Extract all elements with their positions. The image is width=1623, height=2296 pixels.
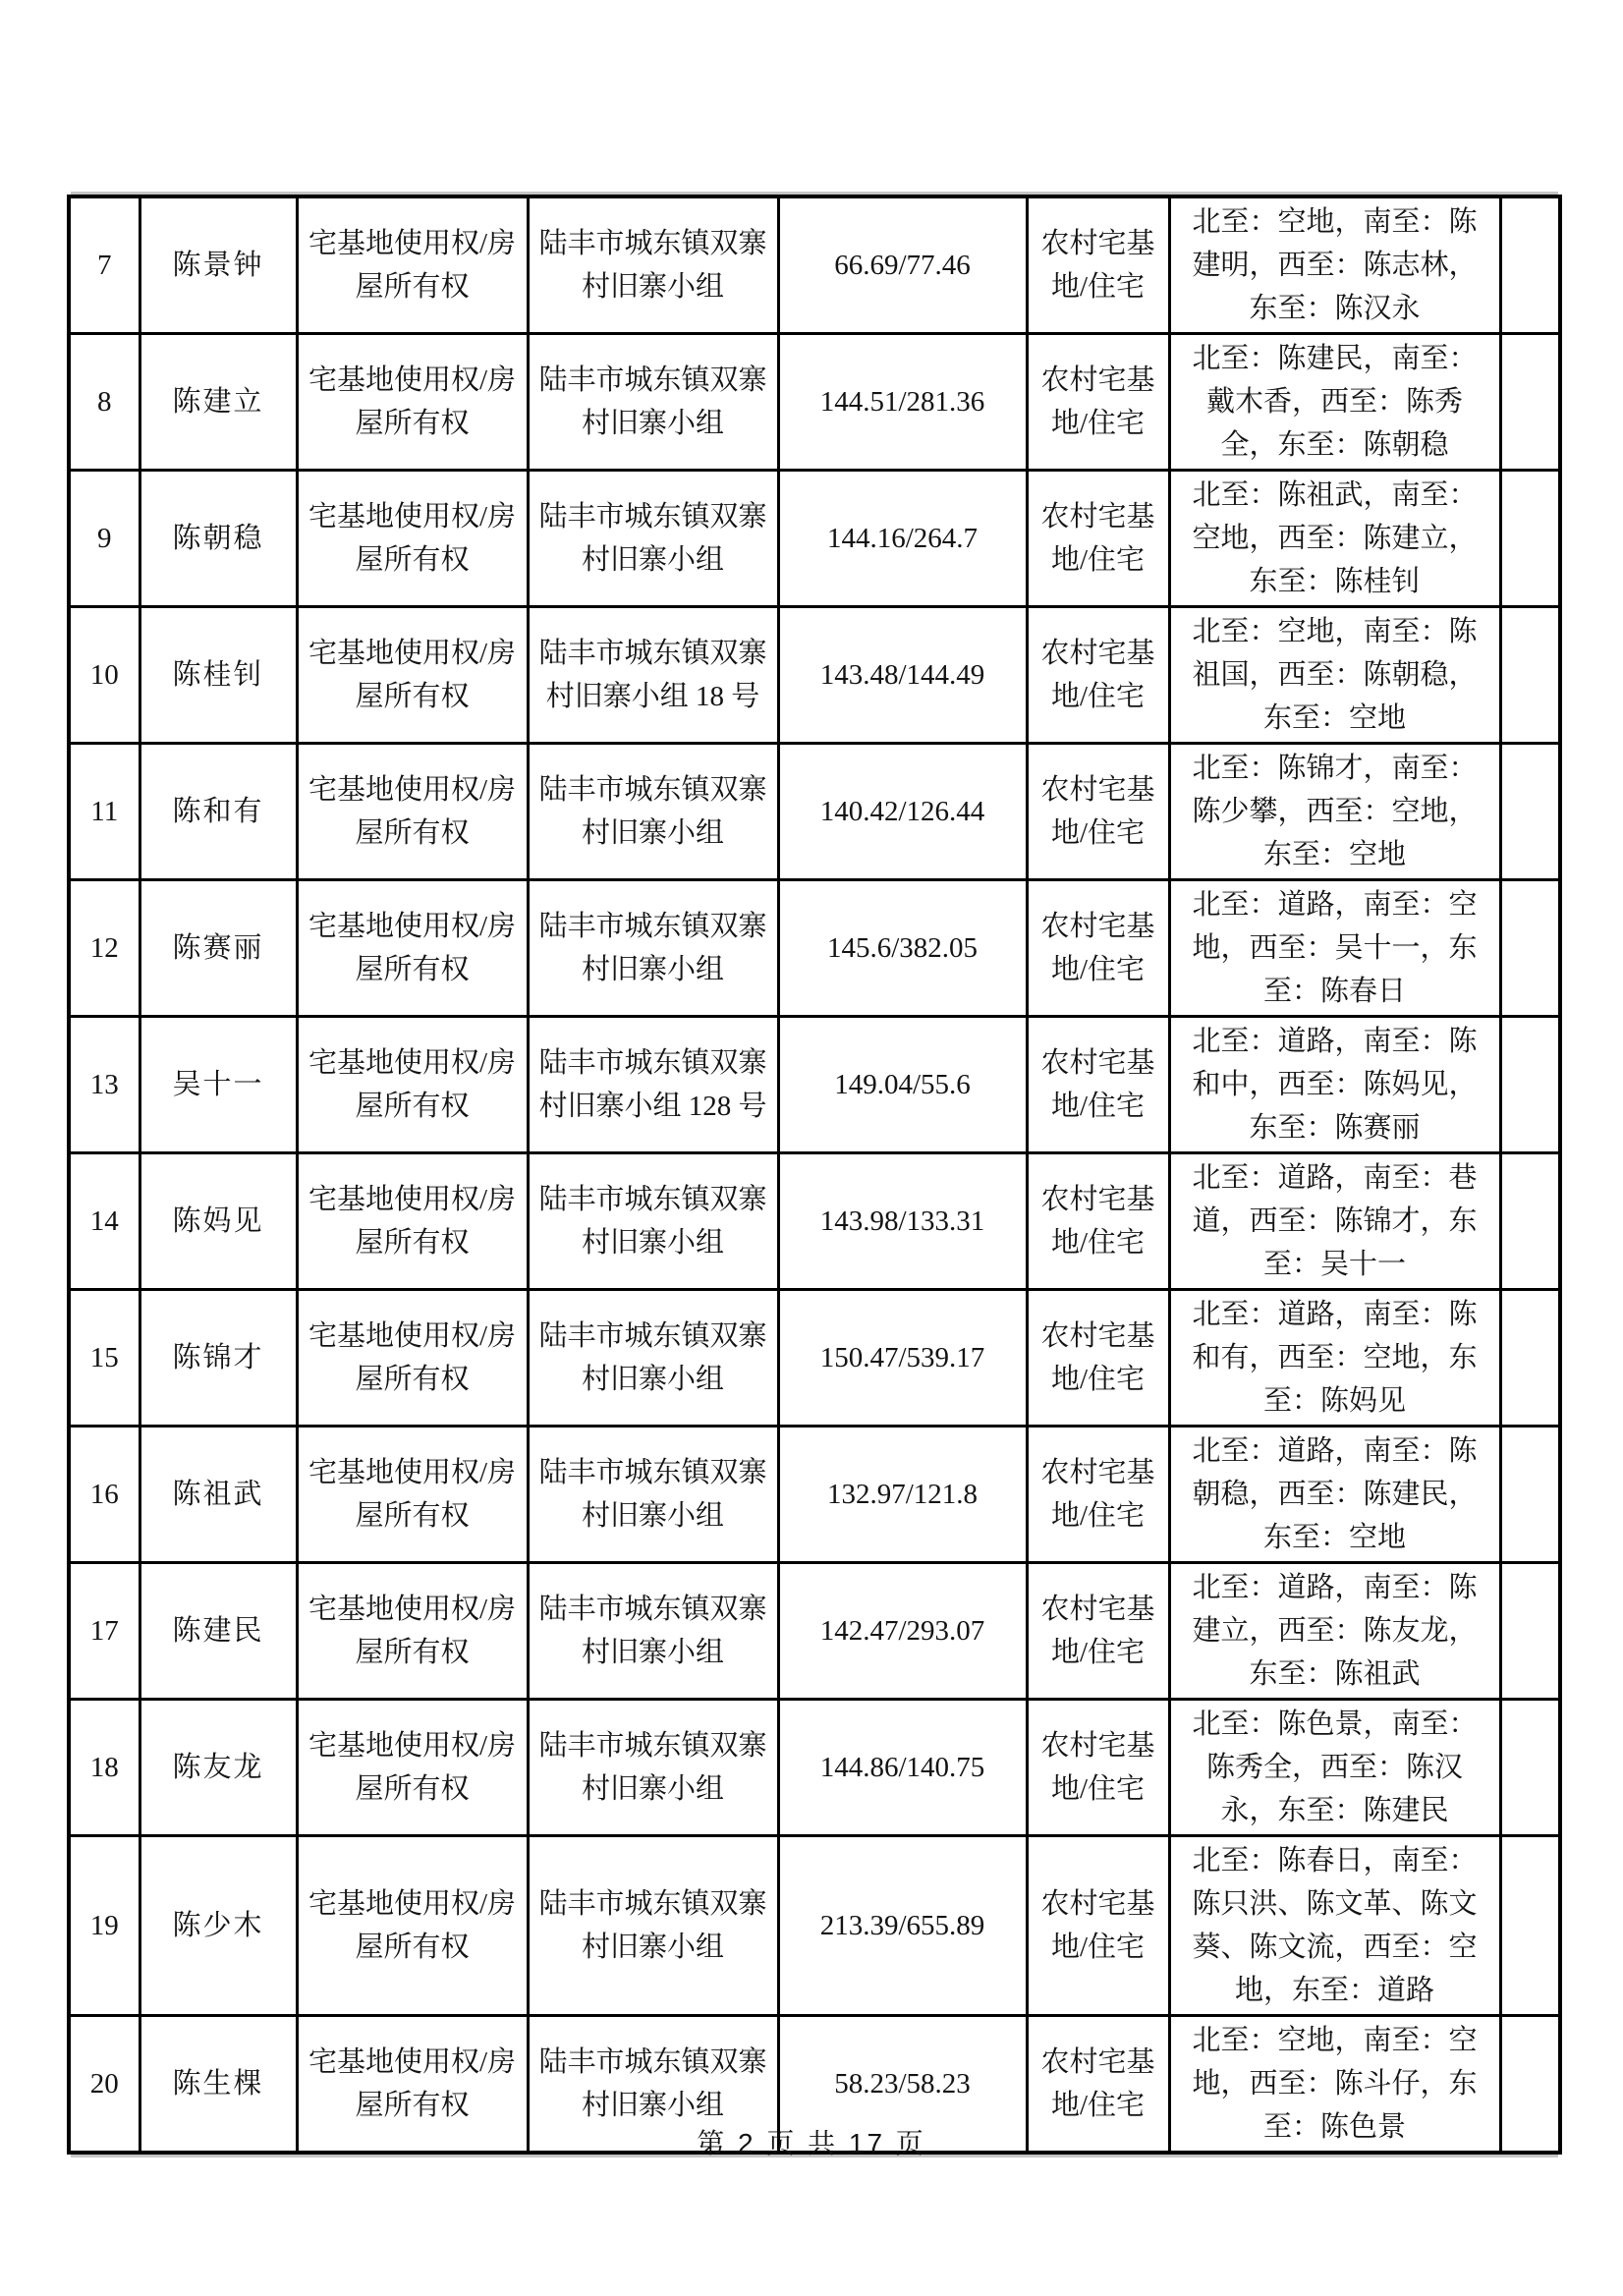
cell-row-number: 11 [69,744,140,880]
table-row [69,1153,1560,1290]
cell-location: 陆丰市城东镇双寨村旧寨小组 18 号 [528,607,778,744]
cell-remark [1500,1700,1560,1836]
cell-boundaries: 北至：陈祖武，南至：空地，西至：陈建立，东至：陈桂钊 [1169,471,1500,607]
cell-area-values: 149.04/55.6 [778,1017,1027,1153]
table-row [69,1017,1560,1153]
cell-right-type: 宅基地使用权/房屋所有权 [297,880,528,1017]
table-row [69,1700,1560,1836]
cell-location: 陆丰市城东镇双寨村旧寨小组 [528,334,778,471]
cell-location: 陆丰市城东镇双寨村旧寨小组 [528,196,778,334]
table-row [69,607,1560,744]
cell-row-number: 8 [69,334,140,471]
cell-owner-name: 陈友龙 [140,1700,297,1836]
cell-remark [1500,1563,1560,1700]
cell-land-use: 农村宅基地/住宅 [1027,1290,1169,1427]
cell-boundaries: 北至：道路，南至：陈建立，西至：陈友龙，东至：陈祖武 [1169,1563,1500,1700]
cell-location: 陆丰市城东镇双寨村旧寨小组 [528,1836,778,2016]
cell-remark [1500,334,1560,471]
cell-boundaries: 北至：道路，南至：陈和中，西至：陈妈见，东至：陈赛丽 [1169,1017,1500,1153]
cell-boundaries: 北至：陈锦才，南至：陈少攀，西至：空地，东至：空地 [1169,744,1500,880]
table-row [69,334,1560,471]
table-body [69,196,1560,2153]
cell-row-number: 10 [69,607,140,744]
cell-land-use: 农村宅基地/住宅 [1027,1836,1169,2016]
cell-right-type: 宅基地使用权/房屋所有权 [297,1563,528,1700]
table-row [69,1836,1560,2016]
cell-land-use: 农村宅基地/住宅 [1027,334,1169,471]
page-footer: 第 2 页 共 17 页 [697,2128,926,2158]
cell-remark [1500,1290,1560,1427]
cell-right-type: 宅基地使用权/房屋所有权 [297,2016,528,2154]
cell-remark [1500,1836,1560,2016]
cell-boundaries: 北至：道路，南至：巷道，西至：陈锦才，东至：吴十一 [1169,1153,1500,1290]
cell-area-values: 140.42/126.44 [778,744,1027,880]
table-row [69,1563,1560,1700]
cell-right-type: 宅基地使用权/房屋所有权 [297,1836,528,2016]
cell-owner-name: 陈锦才 [140,1290,297,1427]
cell-right-type: 宅基地使用权/房屋所有权 [297,471,528,607]
cell-right-type: 宅基地使用权/房屋所有权 [297,1700,528,1836]
cell-area-values: 213.39/655.89 [778,1836,1027,2016]
cell-remark [1500,880,1560,1017]
cell-owner-name: 陈祖武 [140,1427,297,1563]
cell-land-use: 农村宅基地/住宅 [1027,196,1169,334]
cell-right-type: 宅基地使用权/房屋所有权 [297,196,528,334]
cell-boundaries: 北至：空地，南至：陈祖国，西至：陈朝稳，东至：空地 [1169,607,1500,744]
cell-owner-name: 陈妈见 [140,1153,297,1290]
cell-boundaries: 北至：陈春日，南至：陈只洪、陈文革、陈文葵、陈文流，西至：空地，东至：道路 [1169,1836,1500,2016]
cell-owner-name: 陈少木 [140,1836,297,2016]
cell-land-use: 农村宅基地/住宅 [1027,1153,1169,1290]
cell-right-type: 宅基地使用权/房屋所有权 [297,334,528,471]
cell-row-number: 12 [69,880,140,1017]
cell-land-use: 农村宅基地/住宅 [1027,1427,1169,1563]
cell-row-number: 20 [69,2016,140,2154]
cell-row-number: 16 [69,1427,140,1563]
cell-area-values: 132.97/121.8 [778,1427,1027,1563]
table-row [69,1290,1560,1427]
cell-area-values: 144.51/281.36 [778,334,1027,471]
cell-row-number: 7 [69,196,140,334]
cell-location: 陆丰市城东镇双寨村旧寨小组 [528,1427,778,1563]
cell-right-type: 宅基地使用权/房屋所有权 [297,744,528,880]
cell-owner-name: 陈和有 [140,744,297,880]
cell-right-type: 宅基地使用权/房屋所有权 [297,1017,528,1153]
cell-boundaries: 北至：道路，南至：陈朝稳，西至：陈建民，东至：空地 [1169,1427,1500,1563]
cell-row-number: 13 [69,1017,140,1153]
cell-row-number: 15 [69,1290,140,1427]
cell-land-use: 农村宅基地/住宅 [1027,1563,1169,1700]
cell-area-values: 58.23/58.23 [778,2016,1027,2154]
cell-owner-name: 陈建立 [140,334,297,471]
cell-location: 陆丰市城东镇双寨村旧寨小组 128 号 [528,1017,778,1153]
cell-row-number: 9 [69,471,140,607]
table-row [69,471,1560,607]
cell-remark [1500,607,1560,744]
cell-area-values: 143.98/133.31 [778,1153,1027,1290]
cell-area-values: 66.69/77.46 [778,196,1027,334]
cell-location: 陆丰市城东镇双寨村旧寨小组 [528,1290,778,1427]
cell-area-values: 150.47/539.17 [778,1290,1027,1427]
cell-remark [1500,744,1560,880]
cell-right-type: 宅基地使用权/房屋所有权 [297,607,528,744]
cell-remark [1500,471,1560,607]
cell-owner-name: 陈景钟 [140,196,297,334]
cell-location: 陆丰市城东镇双寨村旧寨小组 [528,744,778,880]
cell-row-number: 17 [69,1563,140,1700]
cell-land-use: 农村宅基地/住宅 [1027,744,1169,880]
cell-location: 陆丰市城东镇双寨村旧寨小组 [528,2016,778,2154]
cell-boundaries: 北至：空地，南至：空地，西至：陈斗仔，东至：陈色景 [1169,2016,1500,2154]
property-registry-table [67,195,1562,2155]
cell-land-use: 农村宅基地/住宅 [1027,880,1169,1017]
cell-location: 陆丰市城东镇双寨村旧寨小组 [528,880,778,1017]
cell-area-values: 144.86/140.75 [778,1700,1027,1836]
cell-land-use: 农村宅基地/住宅 [1027,471,1169,607]
cell-location: 陆丰市城东镇双寨村旧寨小组 [528,1153,778,1290]
cell-owner-name: 陈建民 [140,1563,297,1700]
cell-remark [1500,1427,1560,1563]
cell-owner-name: 陈桂钊 [140,607,297,744]
cell-remark [1500,1153,1560,1290]
cell-row-number: 14 [69,1153,140,1290]
cell-area-values: 143.48/144.49 [778,607,1027,744]
table-row [69,744,1560,880]
cell-row-number: 18 [69,1700,140,1836]
cell-owner-name: 陈赛丽 [140,880,297,1017]
table-row [69,1427,1560,1563]
cell-area-values: 145.6/382.05 [778,880,1027,1017]
cell-owner-name: 吴十一 [140,1017,297,1153]
cell-location: 陆丰市城东镇双寨村旧寨小组 [528,1563,778,1700]
cell-right-type: 宅基地使用权/房屋所有权 [297,1427,528,1563]
cell-owner-name: 陈朝稳 [140,471,297,607]
table-row [69,196,1560,334]
cell-remark [1500,196,1560,334]
cell-location: 陆丰市城东镇双寨村旧寨小组 [528,1700,778,1836]
cell-area-values: 144.16/264.7 [778,471,1027,607]
cell-boundaries: 北至：道路，南至：陈和有，西至：空地，东至：陈妈见 [1169,1290,1500,1427]
cell-land-use: 农村宅基地/住宅 [1027,2016,1169,2154]
cell-right-type: 宅基地使用权/房屋所有权 [297,1153,528,1290]
table-row [69,880,1560,1017]
cell-land-use: 农村宅基地/住宅 [1027,1700,1169,1836]
cell-land-use: 农村宅基地/住宅 [1027,607,1169,744]
cell-remark [1500,1017,1560,1153]
cell-boundaries: 北至：道路，南至：空地，西至：吴十一，东至：陈春日 [1169,880,1500,1017]
cell-location: 陆丰市城东镇双寨村旧寨小组 [528,471,778,607]
cell-row-number: 19 [69,1836,140,2016]
cell-boundaries: 北至：陈色景，南至：陈秀全，西至：陈汉永，东至：陈建民 [1169,1700,1500,1836]
cell-boundaries: 北至：空地，南至：陈建明，西至：陈志林，东至：陈汉永 [1169,196,1500,334]
cell-owner-name: 陈生棵 [140,2016,297,2154]
cell-boundaries: 北至：陈建民，南至：戴木香，西至：陈秀全，东至：陈朝稳 [1169,334,1500,471]
cell-land-use: 农村宅基地/住宅 [1027,1017,1169,1153]
cell-area-values: 142.47/293.07 [778,1563,1027,1700]
cell-right-type: 宅基地使用权/房屋所有权 [297,1290,528,1427]
